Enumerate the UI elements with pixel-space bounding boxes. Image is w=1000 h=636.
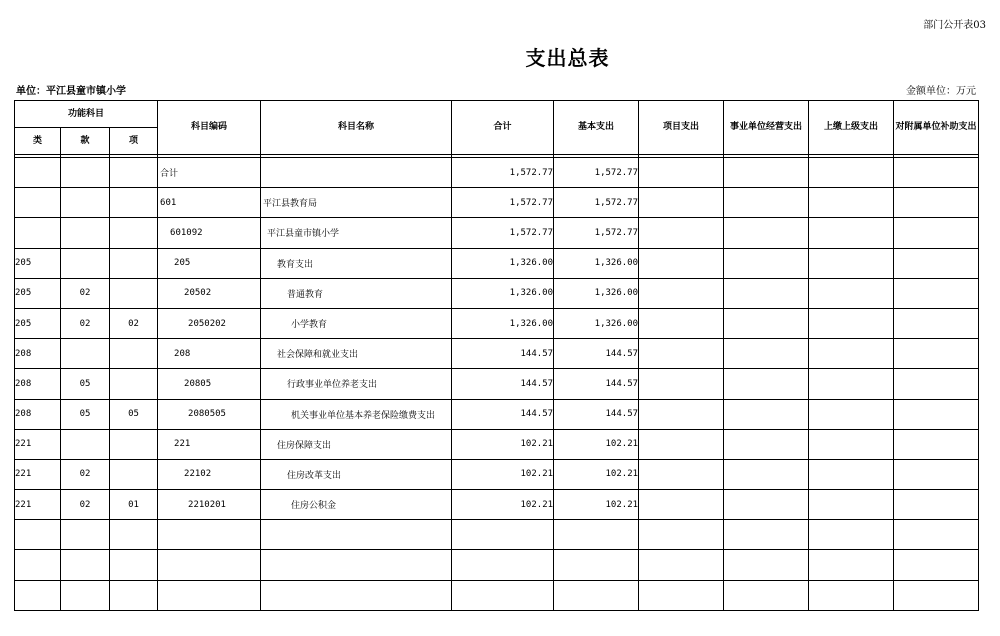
cell-total: 102.21 [452,429,554,459]
cell-subsidiary-subsidy [894,278,979,308]
cell-project-expenditure [639,459,724,489]
cell-subsidiary-subsidy [894,218,979,248]
form-number: 部门公开表03 [923,20,986,31]
cell-subject-name: 住房公积金 [261,490,452,520]
cell-upward-payment [809,278,894,308]
cell-lei: 205 [15,248,61,278]
cell-kuan [61,580,110,610]
cell-subject-code: 205 [158,248,261,278]
cell-lei [15,550,61,580]
header-subsidiary-subsidy: 对附属单位补助支出 [894,101,979,155]
cell-subject-code: 601 [158,188,261,218]
cell-business-operating-expenditure [724,308,809,338]
cell-xiang [110,339,158,369]
cell-project-expenditure [639,399,724,429]
cell-basic-expenditure: 1,572.77 [554,158,639,188]
cell-project-expenditure [639,158,724,188]
cell-total: 102.21 [452,459,554,489]
cell-lei [15,188,61,218]
header-subject-name: 科目名称 [261,101,452,155]
cell-lei [15,520,61,550]
cell-kuan [61,339,110,369]
cell-xiang [110,369,158,399]
cell-project-expenditure [639,308,724,338]
cell-lei [15,218,61,248]
cell-basic-expenditure [554,520,639,550]
cell-lei: 205 [15,308,61,338]
cell-basic-expenditure: 1,326.00 [554,308,639,338]
cell-upward-payment [809,490,894,520]
cell-subsidiary-subsidy [894,188,979,218]
cell-total [452,580,554,610]
table-row [15,550,979,580]
table-row [15,248,979,278]
cell-lei: 208 [15,339,61,369]
cell-subject-name: 住房保障支出 [261,429,452,459]
cell-basic-expenditure: 1,326.00 [554,278,639,308]
cell-business-operating-expenditure [724,248,809,278]
cell-subject-code: 20502 [158,278,261,308]
cell-kuan: 05 [61,369,110,399]
cell-subsidiary-subsidy [894,459,979,489]
cell-xiang: 05 [110,399,158,429]
cell-lei: 221 [15,459,61,489]
cell-subsidiary-subsidy [894,308,979,338]
cell-total: 144.57 [452,339,554,369]
cell-subject-name [261,520,452,550]
cell-basic-expenditure: 102.21 [554,459,639,489]
cell-total: 1,326.00 [452,248,554,278]
cell-subject-name: 小学教育 [261,308,452,338]
cell-upward-payment [809,188,894,218]
header-business-operating-expenditure: 事业单位经营支出 [724,101,809,155]
cell-total: 102.21 [452,490,554,520]
cell-subject-name: 教育支出 [261,248,452,278]
cell-subject-name [261,550,452,580]
cell-total [452,520,554,550]
cell-lei: 221 [15,429,61,459]
cell-xiang [110,550,158,580]
cell-upward-payment [809,580,894,610]
cell-xiang [110,218,158,248]
cell-basic-expenditure: 144.57 [554,339,639,369]
cell-upward-payment [809,369,894,399]
cell-xiang [110,580,158,610]
expenditure-table [14,100,979,611]
cell-kuan: 02 [61,459,110,489]
cell-project-expenditure [639,339,724,369]
table-row [15,158,979,188]
cell-upward-payment [809,308,894,338]
cell-xiang: 01 [110,490,158,520]
cell-kuan [61,218,110,248]
cell-subject-name: 普通教育 [261,278,452,308]
cell-lei [15,580,61,610]
cell-business-operating-expenditure [724,550,809,580]
cell-total: 1,572.77 [452,218,554,248]
cell-subject-name: 住房改革支出 [261,459,452,489]
amount-unit-label: 金额单位：万元 [906,86,976,97]
table-row [15,188,979,218]
cell-subject-code: 208 [158,339,261,369]
header-project-expenditure: 项目支出 [639,101,724,155]
cell-subject-code: 2080505 [158,399,261,429]
cell-subject-name [261,158,452,188]
cell-subject-code: 2050202 [158,308,261,338]
header-kuan: 款 [61,128,110,155]
cell-upward-payment [809,399,894,429]
page-title: 支出总表 [525,46,610,70]
header-xiang: 项 [110,128,158,155]
cell-xiang [110,158,158,188]
table-row [15,490,979,520]
cell-xiang [110,459,158,489]
cell-lei: 221 [15,490,61,520]
table-row [15,218,979,248]
cell-project-expenditure [639,429,724,459]
table-row [15,339,979,369]
cell-project-expenditure [639,188,724,218]
header-basic-expenditure: 基本支出 [554,101,639,155]
cell-upward-payment [809,158,894,188]
table-row [15,580,979,610]
cell-kuan [61,188,110,218]
cell-project-expenditure [639,580,724,610]
table-row [15,429,979,459]
cell-subject-code: 合计 [158,158,261,188]
cell-total: 1,326.00 [452,308,554,338]
cell-kuan [61,429,110,459]
cell-business-operating-expenditure [724,459,809,489]
cell-xiang [110,248,158,278]
cell-xiang [110,278,158,308]
cell-xiang: 02 [110,308,158,338]
cell-project-expenditure [639,520,724,550]
table-row [15,459,979,489]
cell-xiang [110,188,158,218]
cell-business-operating-expenditure [724,490,809,520]
header-total: 合计 [452,101,554,155]
cell-project-expenditure [639,248,724,278]
header-upward-payment: 上缴上级支出 [809,101,894,155]
cell-total: 1,572.77 [452,158,554,188]
cell-project-expenditure [639,218,724,248]
cell-subject-code: 221 [158,429,261,459]
cell-subject-name [261,580,452,610]
header-lei: 类 [15,128,61,155]
cell-subject-code [158,580,261,610]
cell-upward-payment [809,248,894,278]
cell-subsidiary-subsidy [894,158,979,188]
cell-project-expenditure [639,550,724,580]
cell-subject-name: 社会保障和就业支出 [261,339,452,369]
cell-kuan: 05 [61,399,110,429]
cell-subject-name: 行政事业单位养老支出 [261,369,452,399]
cell-kuan: 02 [61,490,110,520]
cell-upward-payment [809,459,894,489]
cell-kuan [61,158,110,188]
header-subject-code: 科目编码 [158,101,261,155]
cell-project-expenditure [639,278,724,308]
cell-basic-expenditure: 102.21 [554,429,639,459]
cell-business-operating-expenditure [724,218,809,248]
cell-subject-code: 2210201 [158,490,261,520]
cell-business-operating-expenditure [724,580,809,610]
cell-lei [15,158,61,188]
cell-basic-expenditure: 102.21 [554,490,639,520]
cell-subject-code [158,550,261,580]
cell-kuan: 02 [61,278,110,308]
cell-basic-expenditure: 144.57 [554,369,639,399]
cell-upward-payment [809,339,894,369]
cell-business-operating-expenditure [724,399,809,429]
cell-upward-payment [809,520,894,550]
header-function-subject: 功能科目 [15,101,158,128]
unit-label: 单位：平江县童市镇小学 [16,86,126,97]
cell-upward-payment [809,550,894,580]
cell-business-operating-expenditure [724,188,809,218]
cell-subsidiary-subsidy [894,490,979,520]
cell-total: 1,326.00 [452,278,554,308]
cell-lei: 208 [15,369,61,399]
table-row [15,278,979,308]
cell-business-operating-expenditure [724,369,809,399]
table-row [15,369,979,399]
cell-basic-expenditure: 1,572.77 [554,218,639,248]
cell-subject-code: 601092 [158,218,261,248]
cell-project-expenditure [639,490,724,520]
table-row [15,399,979,429]
table-row [15,308,979,338]
cell-subsidiary-subsidy [894,339,979,369]
cell-total [452,550,554,580]
cell-subsidiary-subsidy [894,369,979,399]
table-row [15,520,979,550]
cell-subject-code: 22102 [158,459,261,489]
cell-subject-name: 平江县童市镇小学 [261,218,452,248]
cell-subject-code: 20805 [158,369,261,399]
cell-total: 144.57 [452,369,554,399]
cell-project-expenditure [639,369,724,399]
cell-kuan [61,248,110,278]
cell-business-operating-expenditure [724,339,809,369]
cell-basic-expenditure: 144.57 [554,399,639,429]
cell-basic-expenditure: 1,326.00 [554,248,639,278]
cell-subsidiary-subsidy [894,520,979,550]
cell-lei: 208 [15,399,61,429]
cell-subsidiary-subsidy [894,429,979,459]
cell-subject-name: 平江县教育局 [261,188,452,218]
cell-basic-expenditure: 1,572.77 [554,188,639,218]
cell-business-operating-expenditure [724,278,809,308]
cell-business-operating-expenditure [724,520,809,550]
cell-business-operating-expenditure [724,429,809,459]
cell-basic-expenditure [554,550,639,580]
cell-lei: 205 [15,278,61,308]
cell-xiang [110,520,158,550]
cell-xiang [110,429,158,459]
cell-basic-expenditure [554,580,639,610]
cell-subsidiary-subsidy [894,580,979,610]
cell-kuan [61,520,110,550]
cell-business-operating-expenditure [724,158,809,188]
cell-kuan: 02 [61,308,110,338]
cell-subsidiary-subsidy [894,399,979,429]
cell-subsidiary-subsidy [894,550,979,580]
cell-total: 1,572.77 [452,188,554,218]
cell-total: 144.57 [452,399,554,429]
cell-upward-payment [809,218,894,248]
cell-subject-name: 机关事业单位基本养老保险缴费支出 [261,399,452,429]
cell-kuan [61,550,110,580]
cell-subsidiary-subsidy [894,248,979,278]
cell-upward-payment [809,429,894,459]
cell-subject-code [158,520,261,550]
